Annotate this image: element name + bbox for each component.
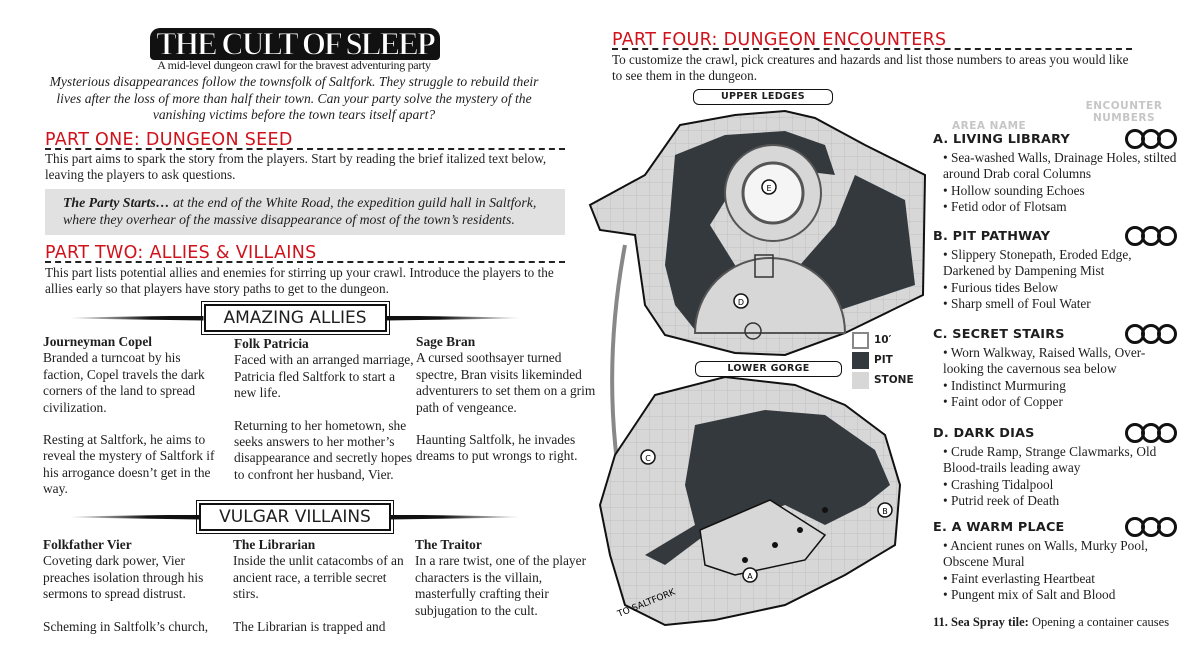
area-entry-a: A. LIVING LIBRARY • Sea-washed Walls, Drainage Holes, stilted around Drab coral Columns • Hollow sounding Echoes • Fetid odor of Flotsam: [933, 132, 1183, 215]
villain-card: [233, 537, 413, 651]
encounter-slot[interactable]: [1157, 129, 1177, 149]
banner-flourish-left: [70, 316, 204, 321]
part-one-body: This part aims to spark the story from the players. Start by reading the brief italized text below, leaving the players to ask questions.: [45, 151, 547, 182]
banner-flourish-right: [387, 316, 521, 321]
ally-desc: Faced with an arranged marriage, Patricia fled Saltfork to start a new life.: [234, 352, 414, 401]
part-one-section: [45, 130, 565, 183]
villain-desc: Inside the unlit catacombs of an ancient race, a terrible secret stirs.: [233, 553, 404, 602]
area-name: A. LIVING LIBRARY: [933, 132, 1070, 147]
map-label-lower-gorge: LOWER GORGE: [695, 361, 842, 377]
ally-desc: Branded a turncoat by his faction, Copel travels the dark corners of the land to spread civilization.: [43, 350, 205, 415]
svg-text:C: C: [645, 454, 651, 463]
legend-10ft: 10′: [852, 330, 914, 350]
allies-banner: [70, 303, 520, 333]
part-two-body: This part lists potential allies and enemies for stirring up your crawl. Introduce the players to the allies early so that players have story paths to get to the dungeon.: [45, 265, 554, 296]
encounter-numbers-header: ENCOUNTER NUMBERS: [1085, 100, 1163, 124]
ally-name: Folk Patricia: [234, 336, 309, 351]
villain-name: The Librarian: [233, 537, 316, 552]
ally-desc: Haunting Saltfolk, he invades dreams to put wrongs to right.: [416, 432, 578, 464]
part-two-section: [45, 243, 565, 297]
area-name: D. DARK DIAS: [933, 426, 1035, 441]
villain-desc: Scheming in Saltfolk’s church,: [43, 618, 209, 634]
encounter-slot[interactable]: [1157, 324, 1177, 344]
villain-desc: The Librarian is trapped and: [233, 618, 386, 634]
area-name: C. SECRET STAIRS: [933, 327, 1065, 342]
ally-card: [234, 336, 414, 499]
banner-flourish-right: [391, 515, 520, 520]
svg-text:A: A: [747, 572, 753, 581]
ally-desc: A cursed soothsayer turned spectre, Bran visits likeminded adventurers to set them on a grim path of vengeance.: [416, 350, 596, 415]
encounter-slots[interactable]: [1129, 324, 1177, 344]
read-aloud-text: at the end of the White Road, the expedition guild hall in Saltfork, where they overhear of the massive disappearance of most of the town’s residents.: [63, 195, 537, 227]
area-entry-d: D. DARK DIAS • Crude Ramp, Strange Clawmarks, Old Blood-trails leading away • Crashing Tidalpool • Putrid reek of Death: [933, 426, 1183, 509]
banner-flourish-left: [70, 515, 199, 520]
part-four-section: [612, 30, 1172, 84]
area-entry-c: C. SECRET STAIRS • Worn Walkway, Raised Walls, Over-looking the cavernous sea below • Indistinct Murmuring • Faint odor of Copper: [933, 327, 1183, 410]
ally-name: Journeyman Copel: [43, 334, 152, 349]
map-legend: [852, 330, 914, 390]
villain-name: Folkfather Vier: [43, 537, 132, 552]
villains-banner: [70, 502, 520, 532]
area-name-header: AREA NAME: [952, 120, 1027, 132]
villain-name: The Traitor: [415, 537, 482, 552]
encounter-slots[interactable]: [1129, 517, 1177, 537]
part-two-heading: PART TWO: ALLIES & VILLAINS: [45, 243, 317, 263]
villain-card: [43, 537, 223, 651]
villains-banner-label: VULGAR VILLAINS: [199, 503, 391, 531]
document-title: THE CULT OF SLEEP: [150, 28, 440, 60]
exit-label: TO SALTFORK: [616, 587, 677, 620]
encounter-slot[interactable]: [1157, 423, 1177, 443]
intro-text: Mysterious disappearances follow the townsfolk of Saltfork. They struggle to rebuild their lives after the loss of more than half their town. Can your party solve the mystery of the vanishing victims before the town tears itself apart?: [49, 74, 539, 122]
ally-name: Sage Bran: [416, 334, 476, 349]
villain-card: [415, 537, 595, 635]
area-name: E. A WARM PLACE: [933, 520, 1065, 535]
document-subtitle: A mid-level dungeon crawl for the bravest adventuring party: [157, 58, 431, 72]
svg-text:E: E: [766, 184, 772, 193]
hazard-footer: 11. Sea Spray tile: Opening a container causes: [933, 615, 1170, 629]
part-four-body: To customize the crawl, pick creatures and hazards and list those numbers to areas you would like to see them in the dungeon.: [612, 52, 1129, 83]
villain-desc: Coveting dark power, Vier preaches isolation through his sermons to spread distrust.: [43, 553, 204, 602]
area-name: B. PIT PATHWAY: [933, 229, 1051, 244]
part-four-heading: PART FOUR: DUNGEON ENCOUNTERS: [612, 30, 947, 50]
legend-pit: PIT: [852, 350, 914, 370]
svg-text:B: B: [882, 507, 888, 516]
encounter-slots[interactable]: [1129, 226, 1177, 246]
encounter-slot[interactable]: [1157, 517, 1177, 537]
area-entry-e: E. A WARM PLACE • Ancient runes on Walls, Murky Pool, Obscene Mural • Faint everlasting Heartbeat • Pungent mix of Salt and Blood: [933, 520, 1183, 603]
ally-desc: Returning to her hometown, she seeks answers to her mother’s disappearance and secretly hopes to confront her husband, Vier.: [234, 417, 413, 482]
svg-text:D: D: [737, 298, 745, 307]
map-label-upper-ledges: UPPER LEDGES: [693, 89, 833, 105]
villain-desc: In a rare twist, one of the player characters is the villain, masterfully crafting their subjugation to the cult.: [415, 553, 587, 618]
encounter-slots[interactable]: [1129, 129, 1177, 149]
ally-desc: Resting at Saltfork, he aims to reveal the mystery of Saltfork if his arrogance doesn’t get in the way.: [43, 432, 215, 497]
ally-card: [416, 334, 596, 481]
encounter-slot[interactable]: [1157, 226, 1177, 246]
legend-stone: STONE: [852, 370, 914, 390]
part-one-heading: PART ONE: DUNGEON SEED: [45, 130, 293, 150]
allies-banner-label: AMAZING ALLIES: [204, 304, 387, 332]
area-entry-b: B. PIT PATHWAY • Slippery Stonepath, Eroded Edge, Darkened by Dampening Mist • Furious tides Below • Sharp smell of Foul Water: [933, 229, 1183, 312]
encounter-slots[interactable]: [1129, 423, 1177, 443]
read-aloud-lead: The Party Starts…: [63, 195, 170, 210]
read-aloud-box: [45, 189, 565, 235]
upper-ledges-map: [590, 111, 925, 355]
ally-card: [43, 334, 223, 514]
lower-gorge-map: [600, 377, 900, 625]
